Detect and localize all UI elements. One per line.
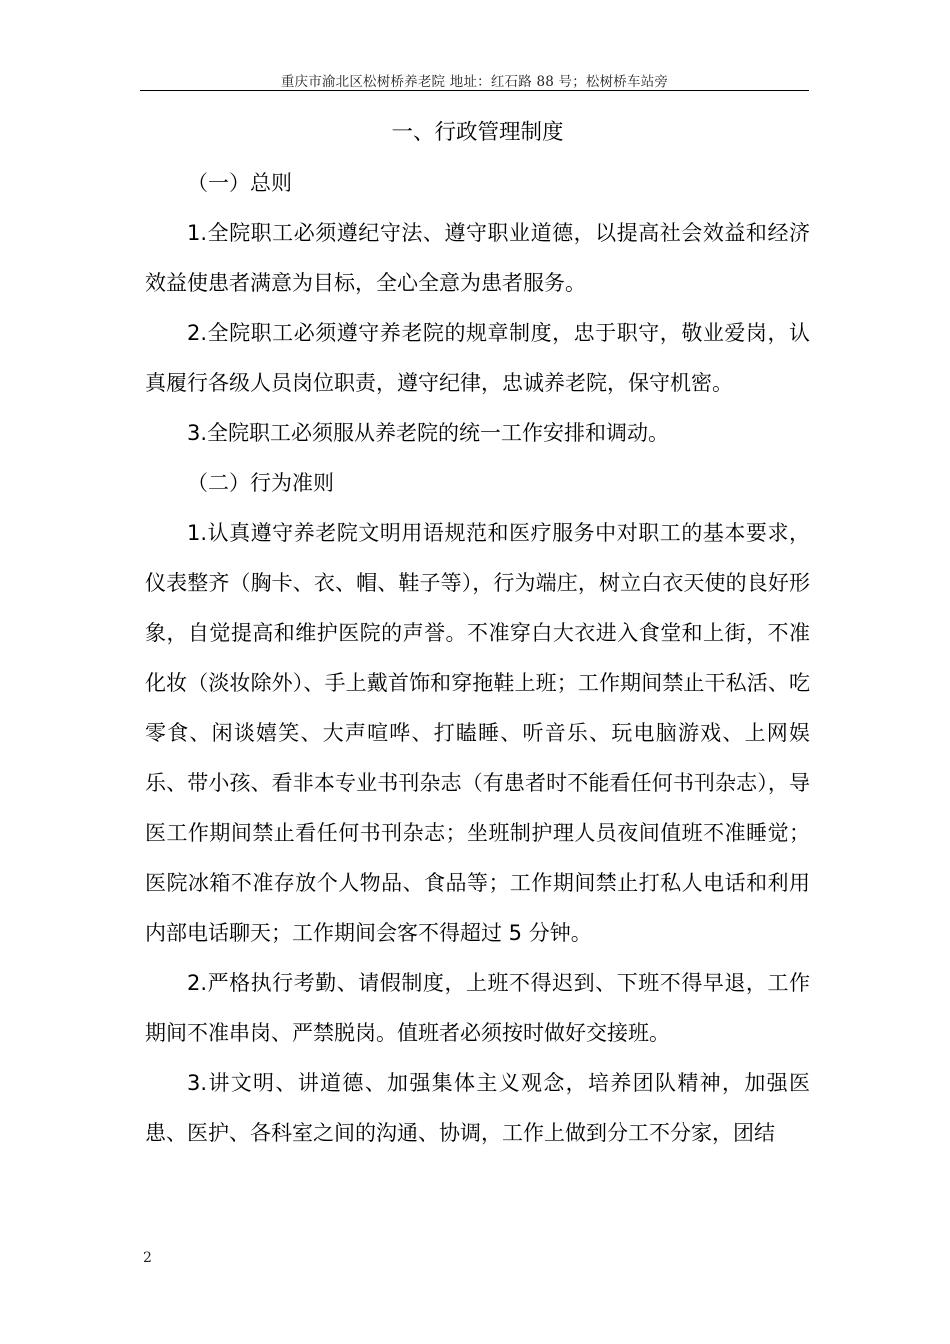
page-header: 重庆市渝北区松树桥养老院 地址：红石路 88 号；松树桥车站旁 (280, 74, 669, 90)
header-divider (140, 90, 809, 91)
paragraph: 3.全院职工必须服从养老院的统一工作安排和调动。 (187, 421, 670, 445)
section-heading-general: （一）总则 (187, 171, 292, 195)
paragraph: 1.认真遵守养老院文明用语规范和医疗服务中对职工的基本要求，仪表整齐（胸卡、衣、帽、鞋子等），行为端庄，树立白衣天使的良好形象，自觉提高和维护医院的声誉。不准穿白大衣进入食堂和上街，不准化妆（淡妆除外）、手上戴首饰和穿拖鞋上班；工作期间禁止干私活、吃零食、闲谈嬉笑、大声喧哗、打瞌睡、听音乐、玩电脑游戏、上网娱乐、带小孩、看非本专业书刊杂志（有患者时不能看任何书刊杂志），导医工作期间禁止看任何书刊杂志；坐班制护理人员夜间值班不准睡觉；医院冰箱不准存放个人物品、食品等；工作期间禁止打私人电话和利用内部电话聊天；工作期间会客不得超过 5 分钟。 (145, 521, 810, 945)
page-number: 2 (143, 1250, 152, 1266)
document-title: 一、行政管理制度 (391, 120, 564, 145)
paragraph: 2.严格执行考勤、请假制度，上班不得迟到、下班不得早退，工作期间不准串岗、严禁脱岗。值班者必须按时做好交接班。 (145, 971, 810, 1045)
paragraph: 2.全院职工必须遵守养老院的规章制度，忠于职守，敬业爱岗，认真履行各级人员岗位职责，遵守纪律，忠诚养老院，保守机密。 (145, 321, 810, 395)
paragraph: 3.讲文明、讲道德、加强集体主义观念，培养团队精神，加强医患、医护、各科室之间的沟通、协调，工作上做到分工不分家，团结 (145, 1071, 810, 1145)
section-heading-conduct: （二）行为准则 (187, 471, 334, 495)
document-body (145, 108, 810, 1158)
paragraph: 1.全院职工必须遵纪守法、遵守职业道德，以提高社会效益和经济效益使患者满意为目标，全心全意为患者服务。 (145, 221, 810, 295)
